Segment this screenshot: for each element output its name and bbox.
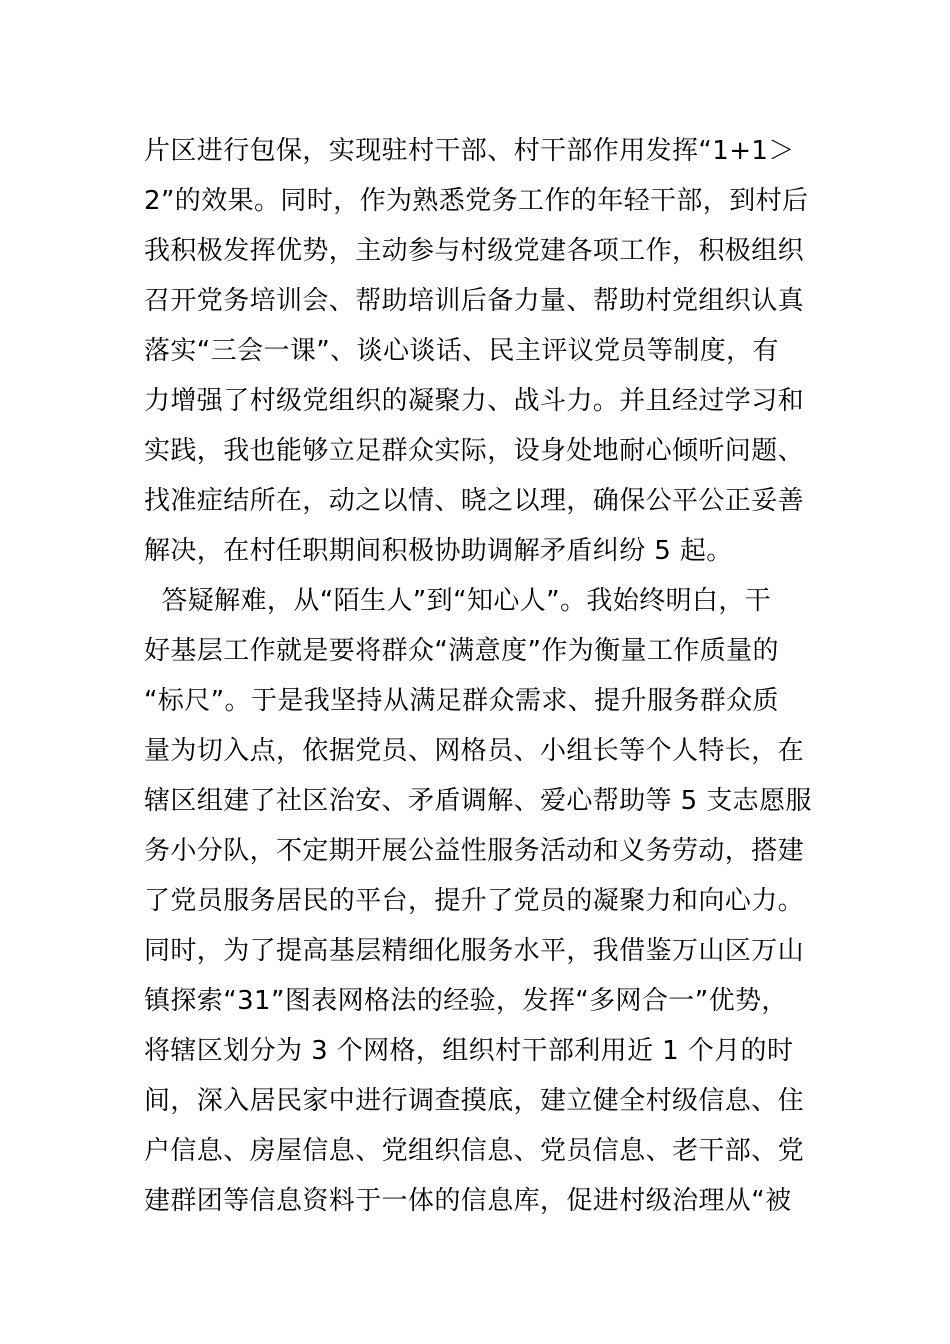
- text-line: “标尺”。于是我坚持从满足群众需求、提升服务群众质: [144, 686, 779, 716]
- text-line: 务小分队，不定期开展公益性服务活动和义务劳动，搭建: [144, 836, 805, 866]
- text-line: 实践，我也能够立足群众实际，设身处地耐心倾听问题、: [144, 436, 805, 466]
- text-line: 力增强了村级党组织的凝聚力、战斗力。并且经过学习和: [144, 386, 805, 416]
- text-line: 建群团等信息资料于一体的信息库，促进村级治理从“被: [144, 1186, 792, 1216]
- text-line: 间，深入居民家中进行调查摸底，建立健全村级信息、住: [144, 1086, 805, 1116]
- text-line: 找准症结所在，动之以情、晓之以理，确保公平公正妥善: [144, 486, 805, 516]
- text-line: 片区进行包保，实现驻村干部、村干部作用发挥“1+1＞: [144, 136, 795, 166]
- text-line: 2”的效果。同时，作为熟悉党务工作的年轻干部，到村后: [144, 186, 809, 216]
- text-line: 同时，为了提高基层精细化服务水平，我借鉴万山区万山: [144, 936, 805, 966]
- text-line: 户信息、房屋信息、党组织信息、党员信息、老干部、党: [144, 1136, 805, 1166]
- text-line: 召开党务培训会、帮助培训后备力量、帮助村党组织认真: [144, 286, 805, 316]
- text-line: 将辖区划分为 3 个网格，组织村干部利用近 1 个月的时: [144, 1036, 794, 1066]
- text-line: 量为切入点，依据党员、网格员、小组长等个人特长，在: [144, 736, 805, 766]
- text-line: 我积极发挥优势，主动参与村级党建各项工作，积极组织: [144, 236, 805, 266]
- text-line: 镇探索“31”图表网格法的经验，发挥“多网合一”优势，: [144, 986, 788, 1016]
- text-line: 辖区组建了社区治安、矛盾调解、爱心帮助等 5 支志愿服: [144, 786, 812, 816]
- text-line: 落实“三会一课”、谈心谈话、民主评议党员等制度，有: [144, 336, 779, 366]
- text-line: 了党员服务居民的平台，提升了党员的凝聚力和向心力。: [144, 886, 805, 916]
- paragraph-start-line: 答疑解难，从“陌生人”到“知心人”。我始终明白，干: [144, 586, 772, 616]
- text-line: 好基层工作就是要将群众“满意度”作为衡量工作质量的: [144, 636, 779, 666]
- body-text: [144, 126, 816, 1226]
- text-line: 解决，在村任职期间积极协助调解矛盾纠纷 5 起。: [144, 536, 733, 566]
